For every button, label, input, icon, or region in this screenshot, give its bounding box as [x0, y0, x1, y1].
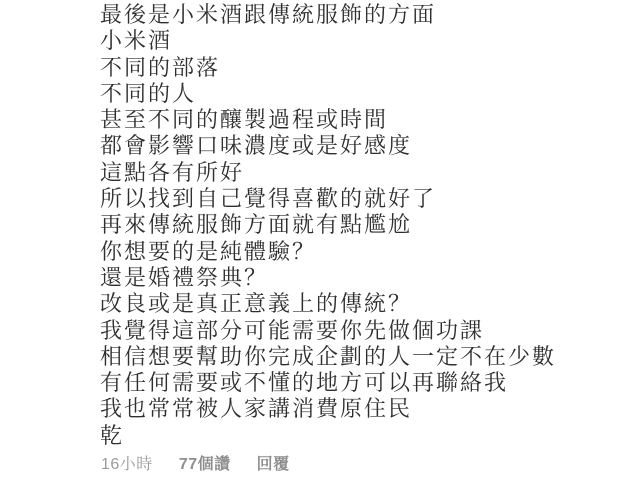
- comment-line: 我也常常被人家講消費原住民: [100, 396, 413, 422]
- comment-line: 甚至不同的釀製過程或時間: [100, 107, 389, 133]
- comment-line: 相信想要幫助你完成企劃的人一定不在少數: [100, 343, 557, 369]
- comment-line: 再來傳統服飾方面就有點尷尬: [100, 212, 413, 238]
- comment-footer: [101, 451, 290, 476]
- comment-line: 不同的人: [100, 80, 197, 106]
- reply-button[interactable]: 回覆: [257, 451, 290, 474]
- comment-line: 我覺得這部分可能需要你先做個功課: [100, 317, 485, 343]
- comment-line: 小米酒: [100, 28, 173, 54]
- comment-line: 所以找到自己覺得喜歡的就好了: [100, 186, 437, 212]
- comment-line: 這點各有所好: [100, 159, 245, 185]
- comment-line: 有任何需要或不懂的地方可以再聯絡我: [100, 370, 509, 396]
- comment-line: 都會影響口味濃度或是好感度: [100, 133, 413, 159]
- comment-timestamp: 16小時: [101, 456, 153, 473]
- comment-line: 改良或是真正意義上的傳統？: [100, 291, 413, 317]
- likes-count-button[interactable]: 77個讚: [179, 451, 231, 474]
- comment-line: 乾: [100, 422, 125, 448]
- comment-line: 還是婚禮祭典？: [100, 264, 269, 290]
- comment-line: 你想要的是純體驗？: [100, 238, 317, 264]
- comment-line: 最後是小米酒跟傳統服飾的方面: [100, 2, 437, 27]
- comment-body: [100, 2, 556, 449]
- comment-line: 不同的部落: [100, 54, 221, 80]
